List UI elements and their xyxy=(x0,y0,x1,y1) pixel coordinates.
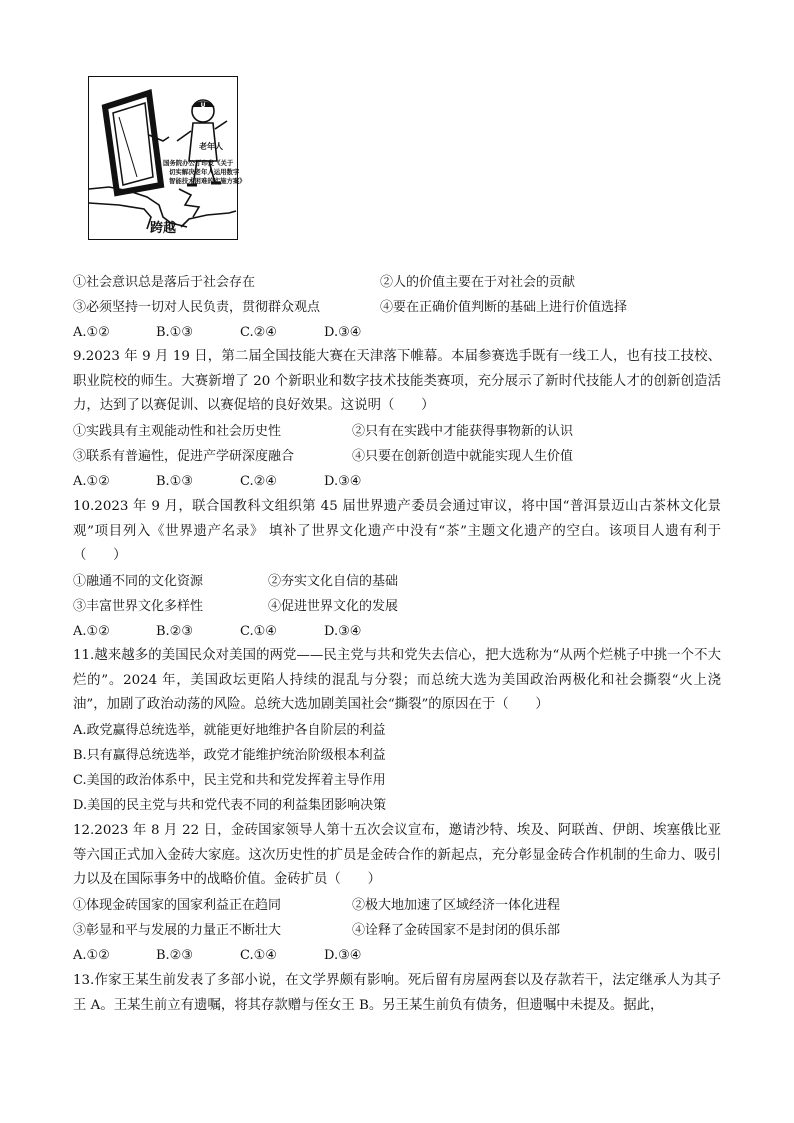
screen-frame xyxy=(105,93,161,193)
q9-stem: 9.2023 年 9 月 19 日，第二届全国技能大赛在天津落下帷幕。本届参赛选手既有一线工人，也有技工技校、职业院校的师生。大赛新增了 20 个新职业和数字技术技能类赛项，充分展示了新时代技能人才的创新创造活力，达到了以赛促训、以赛促培的良好效果。这说明（ ） xyxy=(73,349,721,414)
q9-opt4: ④只要在创新创造中就能实现人生价值 xyxy=(352,449,574,464)
q8-answer-d: D.③④ xyxy=(324,325,362,340)
q10-stem: 10.2023 年 9 月，联合国教科文组织第 45 届世界遗产委员会通过审议，将中国“普洱景迈山古茶林文化景观”项目列入《世界遗产名录》 填补了世界文化遗产中没有“茶”主题文化遗产的空白。该项目人遗有利于（ ） xyxy=(73,499,721,564)
q12-opt4: ④诠释了金砖国家不是封闭的俱乐部 xyxy=(352,923,561,938)
q10-opt3: ③丰富世界文化多样性 xyxy=(73,599,204,614)
person-label: 老年人 xyxy=(199,142,223,151)
q11-option-b: B.只有赢得总统选举，政党才能维护统治阶级根本利益 xyxy=(73,748,386,763)
svg-text:国务院办公厅印发《关于: 国务院办公厅印发《关于 xyxy=(163,159,234,167)
q9-answer-c: C.②④ xyxy=(240,474,277,489)
q11-stem: 11.越来越多的美国民众对美国的两党——民主党与共和党失去信心，把大选称为“从两个烂桃子中挑一个不大烂的”。2024 年，美国政坛更陷人持续的混乱与分裂；而总统大选为美国政治两极化和社会撕裂“火上浇油”，加剧了政治动荡的风险。总统大选加剧美国社会“撕裂”的原因在于（ ） xyxy=(73,648,721,713)
q9-answer-b: B.①③ xyxy=(156,474,193,489)
cartoon-caption: 跨越 xyxy=(149,221,176,236)
svg-text:智能技术困难的实施方案》: 智能技术困难的实施方案》 xyxy=(169,177,246,185)
q12-answer-b: B.②③ xyxy=(156,948,193,963)
cartoon-drawing xyxy=(89,77,246,238)
q10-answer-a: A.①② xyxy=(73,624,110,639)
svg-text:切实解决老年人运用数字: 切实解决老年人运用数字 xyxy=(169,168,240,176)
svg-text:U: U xyxy=(200,102,206,109)
q8-answer-c: C.②④ xyxy=(240,325,277,340)
q12-answer-a: A.①② xyxy=(73,948,110,963)
q10-opt1: ①融通不同的文化资源 xyxy=(73,574,204,589)
q9-opt3: ③联系有普遍性，促进产学研深度融合 xyxy=(73,449,295,464)
q13-stem: 13.作家王某生前发表了多部小说，在文学界颇有影响。死后留有房屋两套以及存款若干，法定继承人为其子王 A。王某生前立有遗嘱，将其存款赠与侄女王 B。另王某生前负有债务，但遗嘱中未提及。据此， xyxy=(73,973,721,1013)
q8-answer-b: B.①③ xyxy=(156,325,193,340)
q10-answer-b: B.②③ xyxy=(156,624,193,639)
q9-opt2: ②只有在实践中才能获得事物新的认识 xyxy=(352,424,574,439)
q10-opt2: ②夯实文化自信的基础 xyxy=(268,574,399,589)
q8-opt2: ②人的价值主要在于对社会的贡献 xyxy=(380,275,576,290)
q9-answer-d: D.③④ xyxy=(324,474,362,489)
q10-answer-c: C.①④ xyxy=(240,624,277,639)
q8-opt1: ①社会意识总是落后于社会存在 xyxy=(73,275,256,290)
q12-answer-c: C.①④ xyxy=(240,948,277,963)
q8-answer-a: A.①② xyxy=(73,325,110,340)
q9-answer-a: A.①② xyxy=(73,474,110,489)
q11-option-d: D.美国的民主党与共和党代表不同的利益集团影响决策 xyxy=(73,798,387,813)
cartoon-image xyxy=(88,76,246,240)
q9-opt1: ①实践具有主观能动性和社会历史性 xyxy=(73,424,282,439)
q12-answer-d: D.③④ xyxy=(324,948,362,963)
q12-stem: 12.2023 年 8 月 22 日，金砖国家领导人第十五次会议宣布，邀请沙特、埃及、阿联酋、伊朗、埃塞俄比亚等六国正式加入金砖大家庭。这次历史性的扩员是金砖合作的新起点，充分彰显金砖合作机制的生命力、吸引力以及在国际事务中的战略价值。金砖扩员（ ） xyxy=(73,823,721,888)
q8-opt4: ④要在正确价值判断的基础上进行价值选择 xyxy=(380,300,628,315)
q8-opt3: ③必须坚持一切对人民负责，贯彻群众观点 xyxy=(73,300,321,315)
q12-opt1: ①体现金砖国家的国家利益正在趋同 xyxy=(73,898,282,913)
q10-opt4: ④促进世界文化的发展 xyxy=(268,599,399,614)
q11-option-c: C.美国的政治体系中，民主党和共和党发挥着主导作用 xyxy=(73,773,386,788)
q10-answer-d: D.③④ xyxy=(324,624,362,639)
sign-text xyxy=(163,158,246,185)
q12-opt3: ③彰显和平与发展的力量正不断壮大 xyxy=(73,923,282,938)
q12-opt2: ②极大地加速了区域经济一体化进程 xyxy=(352,898,561,913)
q11-option-a: A.政党赢得总统选举，就能更好地维护各自阶层的利益 xyxy=(73,723,386,738)
